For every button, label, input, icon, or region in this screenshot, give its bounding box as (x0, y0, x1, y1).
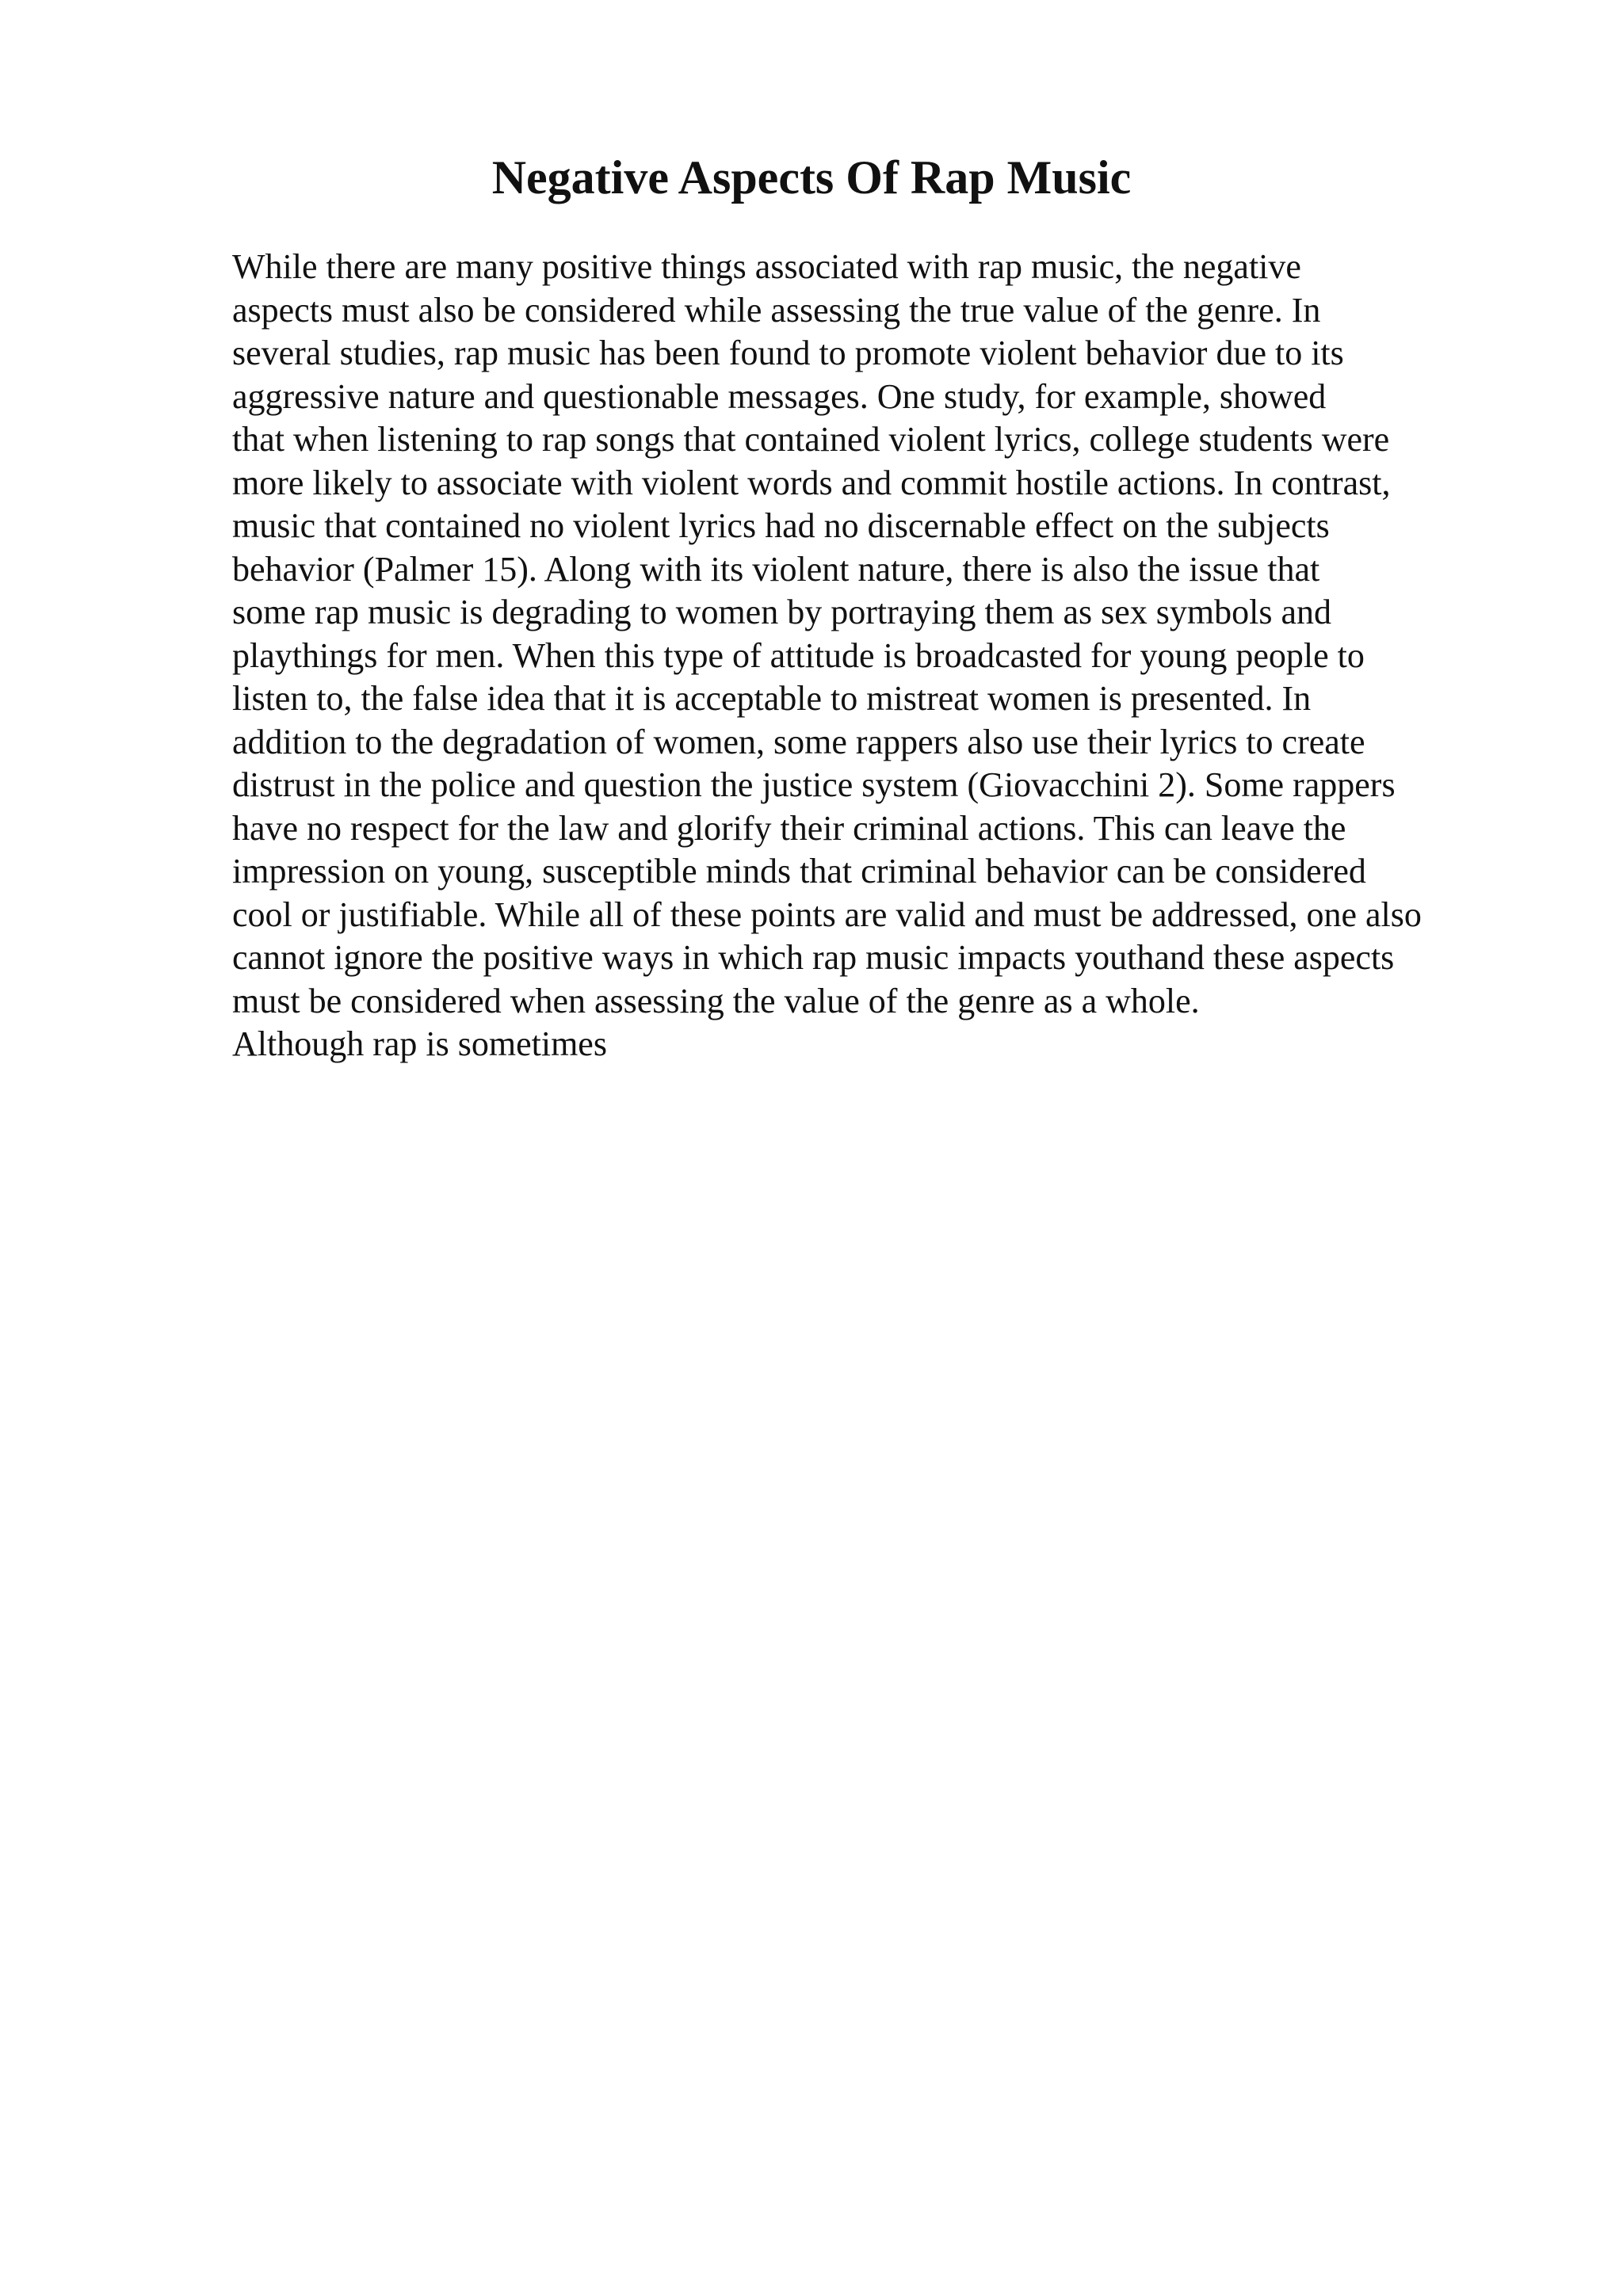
text-line: several studies, rap music has been found to promote violent behavior due to its (232, 334, 1344, 372)
text-line: Although rap is sometimes (232, 1024, 607, 1063)
text-line: music that contained no violent lyrics had no discernable effect on the subjects (232, 506, 1330, 545)
text-line: addition to the degradation of women, some rappers also use their lyrics to create (232, 722, 1365, 761)
text-line: behavior (Palmer 15). Along with its violent nature, there is also the issue that (232, 549, 1320, 589)
text-line: have no respect for the law and glorify their criminal actions. This can leave the (232, 808, 1346, 848)
text-line: aspects must also be considered while assessing the true value of the genre. In (232, 290, 1321, 330)
text-line: playthings for men. When this type of attitude is broadcasted for young people to (232, 635, 1365, 675)
text-line: listen to, the false idea that it is acceptable to mistreat women is presented. In (232, 679, 1312, 718)
document-title: Negative Aspects Of Rap Music (491, 151, 1132, 204)
text-line: cannot ignore the positive ways in which rap music impacts youthand these aspects (232, 938, 1395, 977)
text-line: distrust in the police and question the justice system (Giovacchini 2). Some rappers (232, 765, 1396, 804)
text-line: that when listening to rap songs that contained violent lyrics, college students were (232, 420, 1390, 459)
text-line: must be considered when assessing the value of the genre as a whole. (232, 981, 1200, 1020)
text-line: aggressive nature and questionable messages. One study, for example, showed (232, 376, 1327, 416)
body-text (232, 246, 1516, 1066)
text-line: some rap music is degrading to women by portraying them as sex symbols and (232, 593, 1331, 631)
text-line: more likely to associate with violent words and commit hostile actions. In contrast, (232, 463, 1391, 502)
text-line: cool or justifiable. While all of these points are valid and must be addressed, one also (232, 894, 1422, 934)
text-line: While there are many positive things associated with rap music, the negative (232, 247, 1301, 286)
text-line: impression on young, susceptible minds that criminal behavior can be considered (232, 852, 1366, 891)
